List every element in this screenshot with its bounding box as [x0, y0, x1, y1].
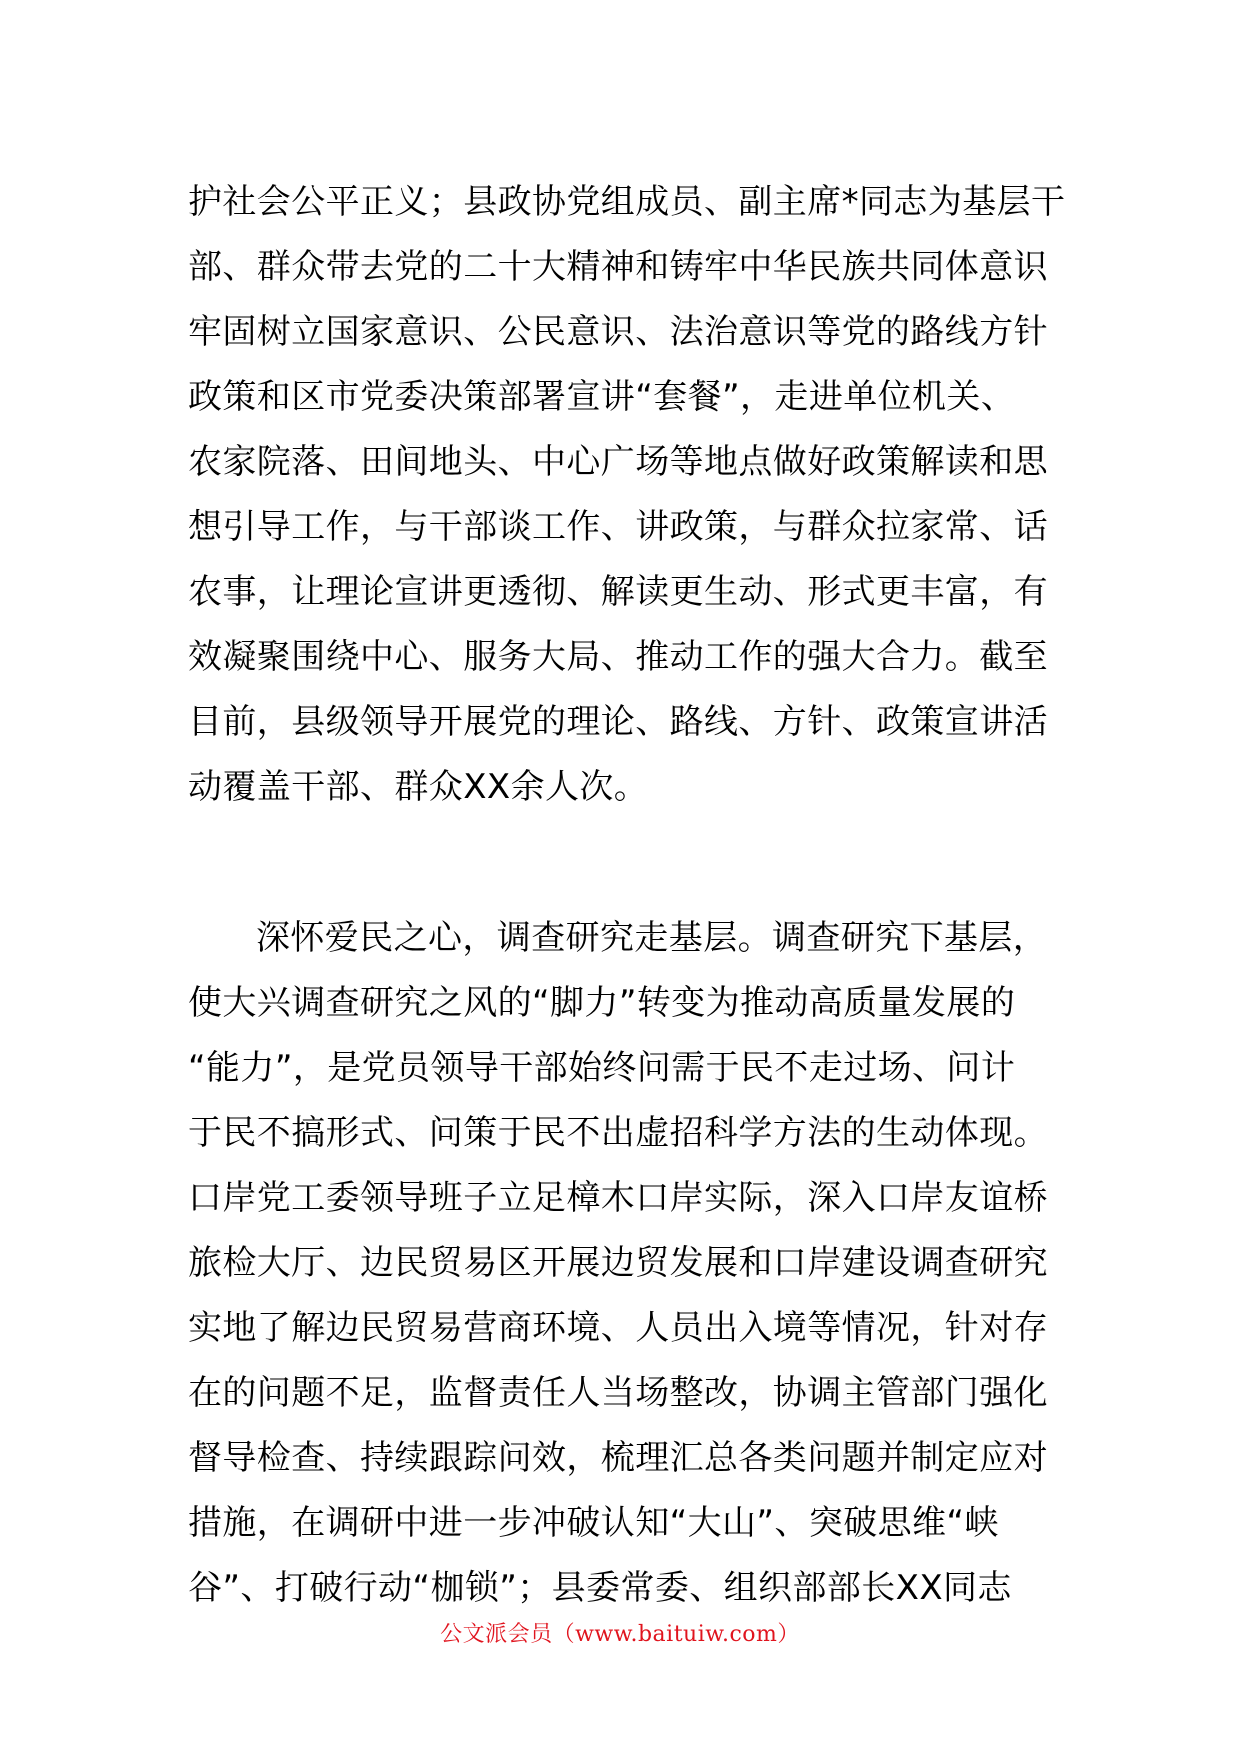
text-line: 部、群众带去党的二十大精神和铸牢中华民族共同体意识 — [188, 247, 1048, 287]
text-line: 效凝聚围绕中心、服务大局、推动工作的强大合力。截至 — [188, 637, 1048, 677]
text-line: 谷”、打破行动“枷锁”；县委常委、组织部部长XX同志 — [188, 1568, 1012, 1608]
text-line: 旅检大厅、边民贸易区开展边贸发展和口岸建设调查研究 — [188, 1243, 1048, 1283]
document-body — [188, 170, 1066, 1621]
paragraph-spacer — [188, 820, 1063, 906]
text-line: 在的问题不足，监督责任人当场整改，协调主管部门强化 — [188, 1373, 1048, 1413]
text-line: 农家院落、田间地头、中心广场等地点做好政策解读和思 — [188, 442, 1048, 482]
paragraph-1 — [188, 170, 1066, 820]
text-line: 护社会公平正义；县政协党组成员、副主席*同志为基层干 — [188, 182, 1066, 222]
footer-watermark-link[interactable]: 公文派会员（www.baituiw.com） — [440, 1622, 800, 1647]
text-line: “能力”，是党员领导干部始终问需于民不走过场、问计 — [188, 1048, 1016, 1088]
text-line: 措施，在调研中进一步冲破认知“大山”、突破思维“峡 — [188, 1503, 999, 1543]
text-line: 动覆盖干部、群众XX余人次。 — [188, 767, 649, 807]
text-line: 农事，让理论宣讲更透彻、解读更生动、形式更丰富，有 — [188, 572, 1048, 612]
text-line: 使大兴调查研究之风的“脚力”转变为推动高质量发展的 — [188, 983, 1016, 1023]
text-line: 深怀爱民之心，调查研究走基层。调查研究下基层， — [256, 918, 1048, 958]
text-line: 督导检查、持续跟踪问效，梳理汇总各类问题并制定应对 — [188, 1438, 1048, 1478]
text-line: 实地了解边民贸易营商环境、人员出入境等情况，针对存 — [188, 1308, 1048, 1348]
text-line: 口岸党工委领导班子立足樟木口岸实际，深入口岸友谊桥 — [188, 1178, 1048, 1218]
text-line: 于民不搞形式、问策于民不出虚招科学方法的生动体现。 — [188, 1113, 1048, 1153]
text-line: 政策和区市党委决策部署宣讲“套餐”，走进单位机关、 — [188, 377, 1016, 417]
text-line: 目前，县级领导开展党的理论、路线、方针、政策宣讲活 — [188, 702, 1048, 742]
text-line: 牢固树立国家意识、公民意识、法治意识等党的路线方针 — [188, 312, 1048, 352]
text-line: 想引导工作，与干部谈工作、讲政策，与群众拉家常、话 — [188, 507, 1048, 547]
paragraph-2 — [188, 906, 1063, 1621]
